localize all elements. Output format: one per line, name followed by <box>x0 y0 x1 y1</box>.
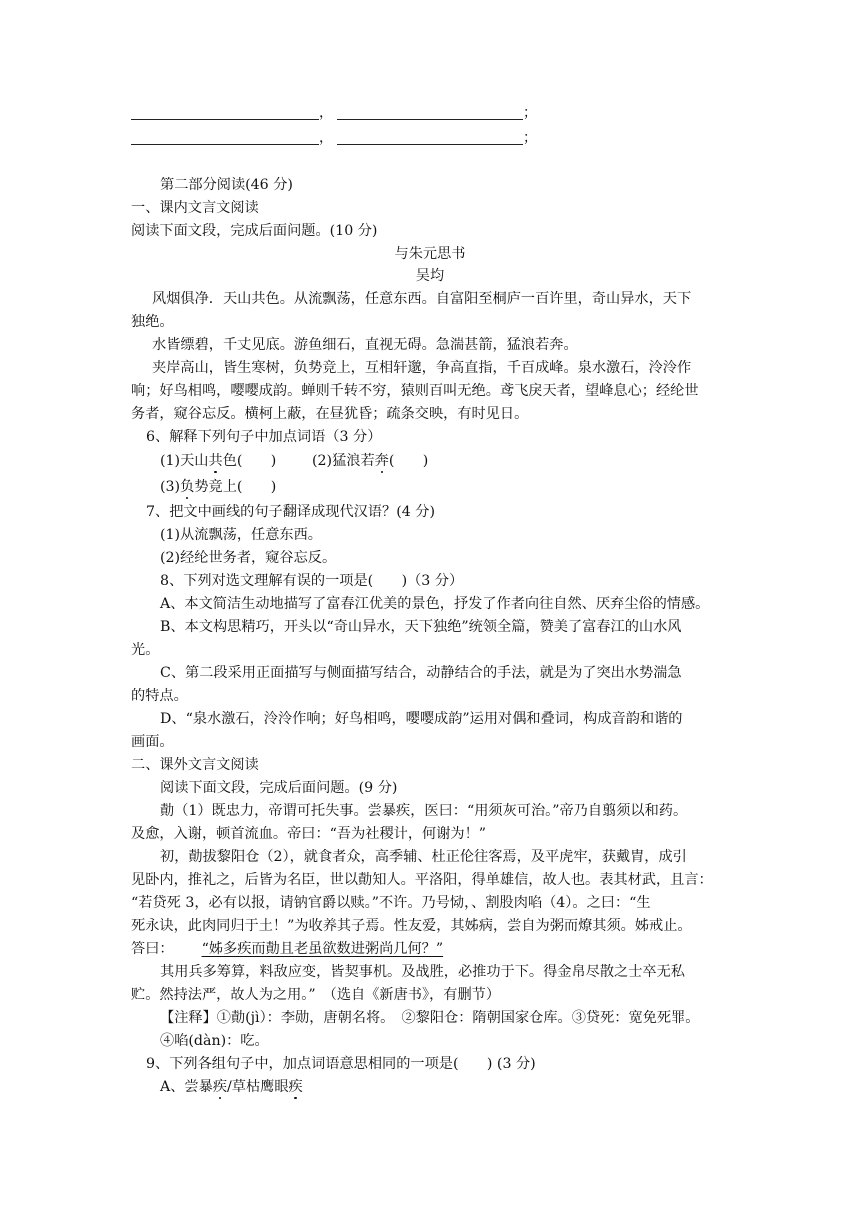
question-9-stem: 9、下列各组句子中，加点词语意思相同的一项是( ) (3 分) <box>146 1056 536 1072</box>
semicolon: ； <box>523 105 537 121</box>
question-8-option-b-line2: 光。 <box>131 642 160 658</box>
question-8-option-d-line1: D、“泉水激石，泠泠作响；好鸟相鸣，嘤嘤成韵”运用对偶和叠词，构成音韵和谐的 <box>160 711 683 727</box>
passage-p1-line2: 及愈，入谢，顿首流血。帝曰：“吾为社稷计，何谢为！” <box>131 826 487 842</box>
dotted-word: 共 <box>208 453 223 469</box>
para1-line1: 风烟俱净．天山共色。从流飘荡，任意东西。自富阳至桐庐一百许里，奇山异水，天下 <box>152 291 692 307</box>
answer-blank[interactable] <box>337 105 523 120</box>
para3-line1: 夹岸高山，皆生寒树，负势竞上，互相轩邈，争高直指，千百成峰。泉水激石，泠泠作 <box>152 360 692 376</box>
section-two-title: 二、课外文言文阅读 <box>131 757 259 773</box>
passage-p2-line5: 答曰： “姊多疾而勣且老虽欲数进粥尚几何？” <box>131 941 444 957</box>
question-6-item-3: (3)负势竞上( ) <box>160 479 277 495</box>
question-6-item-2: (2)猛浪若奔( ) <box>312 453 429 469</box>
passage-p3-line2: 贮。然持法严，故人为之用。” （选自《新唐书》，有删节） <box>131 987 501 1003</box>
passage-p2-line3: “若贷死 3，必有以报，请钠官爵以赎。”不许。乃号恸，、割股肉啗（4）。之曰：“生 <box>131 895 651 911</box>
question-8-stem: 8、下列对选文理解有误的一项是( )（3 分） <box>160 573 464 589</box>
question-9-option-a: A、尝暴疾/草枯鹰眼疾 <box>160 1079 303 1095</box>
question-8-option-a: A、本文简洁生动地描写了富春江优美的景色，抒发了作者向往自然、厌弃尘俗的情感。 <box>160 596 710 612</box>
semicolon: ； <box>523 130 537 146</box>
dotted-word: 疾 <box>288 1079 303 1095</box>
section-one-instruction: 阅读下面文段，完成后面问题。(10 分) <box>131 223 378 239</box>
para1-line2: 独绝。 <box>131 314 174 330</box>
dotted-word: 负 <box>180 479 195 495</box>
dotted-word: 疾 <box>212 1079 228 1095</box>
question-7-stem: 7、把文中画线的句子翻译成现代汉语？(4 分) <box>146 504 436 520</box>
comma: ， <box>319 130 333 146</box>
question-8-option-d-line2: 画面。 <box>131 734 174 750</box>
passage-p2-line2: 见卧内，推礼之，后皆为名臣，世以勣知人。平洛阳，得单雄信，故人也。表其材武，且言： <box>131 872 713 888</box>
passage-p2-line1: 初，勣拔黎阳仓（2），就食者众，高季辅、杜正伦往客焉，及平虎牢，获戴胄，成引 <box>160 849 687 865</box>
para3-line2: 响；好鸟相鸣，嘤嘤成韵。蝉则千转不穷，猿则百叫无绝。鸢飞戾天者，望峰息心；经纶世 <box>131 383 699 399</box>
notes-line2: ④啗(dàn)：吃。 <box>160 1033 269 1049</box>
question-8-option-c-line2: 的特点。 <box>131 688 188 704</box>
notes-line1: 【注释】①勣(jì）：李勋，唐朝名将。 ②黎阳仓：隋朝国家仓库。③贷死：宽免死罪。 <box>160 1010 700 1026</box>
comma: ， <box>319 105 333 121</box>
passage-p2-line4: 死永诀，此肉同归于土！”为收养其子焉。性友爱，其姊病，尝自为粥而燎其须。姊戒止。 <box>131 918 692 934</box>
question-8-option-b-line1: B、本文构思精巧，开头以“奇山异水，天下独绝”统领全篇，赞美了富春江的山水风 <box>160 619 682 635</box>
section-one-title: 一、课内文言文阅读 <box>131 200 259 216</box>
question-6-item-1: (1)天山共色( ) <box>160 453 277 469</box>
answer-blank[interactable] <box>337 130 523 145</box>
answer-blank-row-2 <box>131 129 537 147</box>
answer-blank-row-1 <box>131 104 537 122</box>
passage-p1-line1: 勣（1）既忠力，帝谓可托失事。尝暴疾，医曰：“用须灰可治。”帝乃自翦须以和药。 <box>160 803 688 819</box>
answer-blank[interactable] <box>131 105 319 120</box>
essay-author: 吴均 <box>415 268 445 284</box>
answer-blank[interactable] <box>131 130 319 145</box>
section-two-instruction: 阅读下面文段，完成后面问题。(9 分) <box>160 780 398 796</box>
question-7-sentence-1: (1)从流飘荡，任意东西。 <box>160 527 322 543</box>
passage-p3-line1: 其用兵多筹算，料敌应变，皆契事机。及战胜，必推功于下。得金帛尽散之士卒无私 <box>160 964 685 980</box>
part-two-heading: 第二部分阅读(46 分) <box>160 177 293 193</box>
para2-line1: 水皆缥碧，千丈见底。游鱼细石，直视无碍。急湍甚箭，猛浪若奔。 <box>152 337 578 353</box>
para3-line3: 务者，窥谷忘反。横柯上蔽，在昼犹昏；疏条交映，有时见日。 <box>131 406 529 422</box>
question-7-sentence-2: (2)经纶世务者，窥谷忘反。 <box>160 550 337 566</box>
underlined-sentence: “姊多疾而勣且老虽欲数进粥尚几何？” <box>201 941 444 957</box>
question-6-stem: 6、解释下列句子中加点词语（3 分） <box>146 429 382 445</box>
essay-title: 与朱元思书 <box>394 246 466 262</box>
dotted-word: 奔 <box>374 453 389 469</box>
question-8-option-c-line1: C、第二段采用正面描写与侧面描写结合，动静结合的手法，就是为了突出水势湍急 <box>160 665 682 681</box>
